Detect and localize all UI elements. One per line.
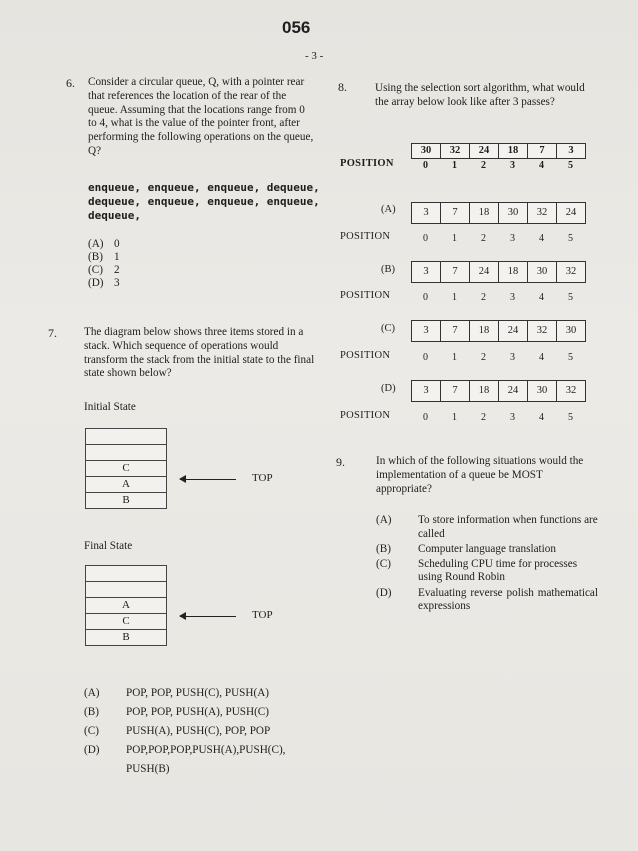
position-row [411,233,585,244]
initial-stack-cell [86,445,166,461]
position-index: 0 [423,233,428,244]
position-index: 5 [568,292,573,303]
array-cell: 7 [528,144,557,158]
array-cell: 18 [470,321,499,341]
q9-text: In which of the following situations would the implementation of a queue be MOST appropriate? [376,455,584,495]
array-cell: 18 [470,203,499,223]
array-cell: 7 [441,203,470,223]
q9-options [376,514,598,614]
q8-number: 8. [338,80,347,94]
array-cell: 18 [499,144,528,158]
position-index: 2 [481,160,486,171]
position-index: 4 [539,292,544,303]
q8-option-c-label[interactable]: (C) [381,323,395,334]
q7-option-b[interactable]: (B) POP, POP, PUSH(A), PUSH(C) [84,706,269,718]
q6-number: 6. [66,76,75,90]
initial-stack-cell: A [86,477,166,493]
position-index: 4 [539,352,544,363]
initial-top-arrow [180,479,236,480]
q7-option-c[interactable]: (C) PUSH(A), PUSH(C), POP, POP [84,725,271,737]
final-stack [85,565,167,646]
array-cell: 3 [568,145,574,156]
array-cell: 18 [499,262,528,282]
q9-number: 9. [336,455,345,469]
q8-option-d-label[interactable]: (D) [381,383,396,394]
position-label: POSITION [340,231,391,242]
array-cell: 30 [528,262,557,282]
position-index: 2 [481,412,486,423]
q9-option-a[interactable]: (A) To store information when functions are called [376,514,598,540]
position-index: 5 [568,412,573,423]
array-cell: 7 [441,381,470,401]
array-cell: 30 [412,144,441,158]
final-stack-cell: A [86,598,166,614]
array-cell: 7 [441,262,470,282]
q6-text: Consider a circular queue, Q, with a pointer rear that references the location of the rear of the queue. Assuming that the locations range from 0 to 4, what is the value of the pointer front, after performing the following operations on the queue, Q? [88,76,314,157]
position-index: 5 [568,160,573,171]
q6-option-d[interactable]: (D) 3 [88,277,120,289]
position-index: 0 [423,412,428,423]
array-cell: 3 [412,321,441,341]
position-index: 5 [568,233,573,244]
position-label: POSITION [340,158,394,169]
position-row [411,292,585,303]
initial-top-label: TOP [252,472,273,484]
position-index: 0 [423,160,428,171]
q6-option-c[interactable]: (C) 2 [88,264,120,276]
position-row [411,352,585,363]
final-stack-cell: B [86,630,166,646]
q6-option-a[interactable]: (A) 0 [88,238,120,250]
position-index: 3 [510,292,515,303]
q7-option-a[interactable]: (A) POP, POP, PUSH(C), PUSH(A) [84,687,269,699]
position-row [411,160,585,171]
position-index: 1 [452,233,457,244]
position-index: 1 [452,292,457,303]
q8-option-c-array[interactable] [411,320,586,342]
q9-option-b[interactable]: (B) Computer language translation [376,543,556,555]
array-cell: 32 [565,266,577,277]
array-cell: 32 [441,144,470,158]
initial-stack [85,428,167,509]
q7-text: The diagram below shows three items stored in a stack. Which sequence of operations would transform the stack from the initial state to the final state shown below? [84,326,315,380]
q6-ops-line-3: dequeue, [88,209,141,222]
position-index: 4 [539,233,544,244]
initial-stack-cell: C [86,461,166,477]
position-index: 5 [568,352,573,363]
q8-initial-array [411,143,586,159]
initial-stack-cell: B [86,493,166,509]
q8-option-a-array[interactable] [411,202,586,224]
array-cell: 24 [470,144,499,158]
position-label: POSITION [340,410,391,421]
position-index: 3 [510,352,515,363]
q7-initial-label: Initial State [84,401,136,413]
position-label: POSITION [340,290,391,301]
q7-options [84,684,326,779]
final-stack-cell: C [86,614,166,630]
position-index: 3 [510,233,515,244]
q6-option-b[interactable]: (B) 1 [88,251,120,263]
q9-option-d[interactable]: (D) Evaluating reverse polish mathematical expressions [376,586,598,612]
final-top-label: TOP [252,609,273,621]
q6-ops-line-2: dequeue, enqueue, enqueue, enqueue, [88,195,320,208]
array-cell: 30 [565,325,577,336]
array-cell: 30 [499,203,528,223]
array-cell: 24 [470,262,499,282]
q8-option-b-label[interactable]: (B) [381,264,395,275]
q8-text: Using the selection sort algorithm, what would the array below look like after 3 passes? [375,82,585,108]
position-index: 1 [452,412,457,423]
position-index: 3 [510,160,515,171]
array-cell: 3 [412,203,441,223]
position-index: 0 [423,292,428,303]
array-cell: 7 [441,321,470,341]
position-label: POSITION [340,350,391,361]
array-cell: 18 [470,381,499,401]
array-cell: 32 [565,385,577,396]
position-index: 1 [452,352,457,363]
position-index: 1 [452,160,457,171]
q7-number: 7. [48,326,57,340]
position-index: 2 [481,233,486,244]
array-cell: 30 [528,381,557,401]
array-cell: 3 [412,262,441,282]
array-cell: 24 [499,381,528,401]
position-index: 4 [539,412,544,423]
q9-option-c[interactable]: (C) Scheduling CPU time for processes using Round Robin [376,557,578,583]
position-index: 3 [510,412,515,423]
array-cell: 24 [565,207,577,218]
position-index: 2 [481,352,486,363]
q8-option-d-array[interactable] [411,380,586,402]
initial-stack-cell [86,429,166,445]
position-index: 4 [539,160,544,171]
final-top-arrow [180,616,236,617]
position-index: 0 [423,352,428,363]
q6-options [88,238,120,290]
array-cell: 32 [528,321,557,341]
position-index: 2 [481,292,486,303]
array-cell: 32 [528,203,557,223]
q8-option-b-array[interactable] [411,261,586,283]
q8-option-a-label[interactable]: (A) [381,204,396,215]
exam-code: 056 [282,18,311,37]
final-stack-cell [86,582,166,598]
final-stack-cell [86,566,166,582]
q6-ops-line-1: enqueue, enqueue, enqueue, dequeue, [88,181,320,194]
q7-option-d[interactable]: (D) POP,POP,POP,PUSH(A),PUSH(C), PUSH(B) [84,744,286,775]
array-cell: 3 [412,381,441,401]
q7-final-label: Final State [84,540,133,552]
page-number: - 3 - [305,50,324,62]
array-cell: 24 [499,321,528,341]
position-row [411,412,585,423]
